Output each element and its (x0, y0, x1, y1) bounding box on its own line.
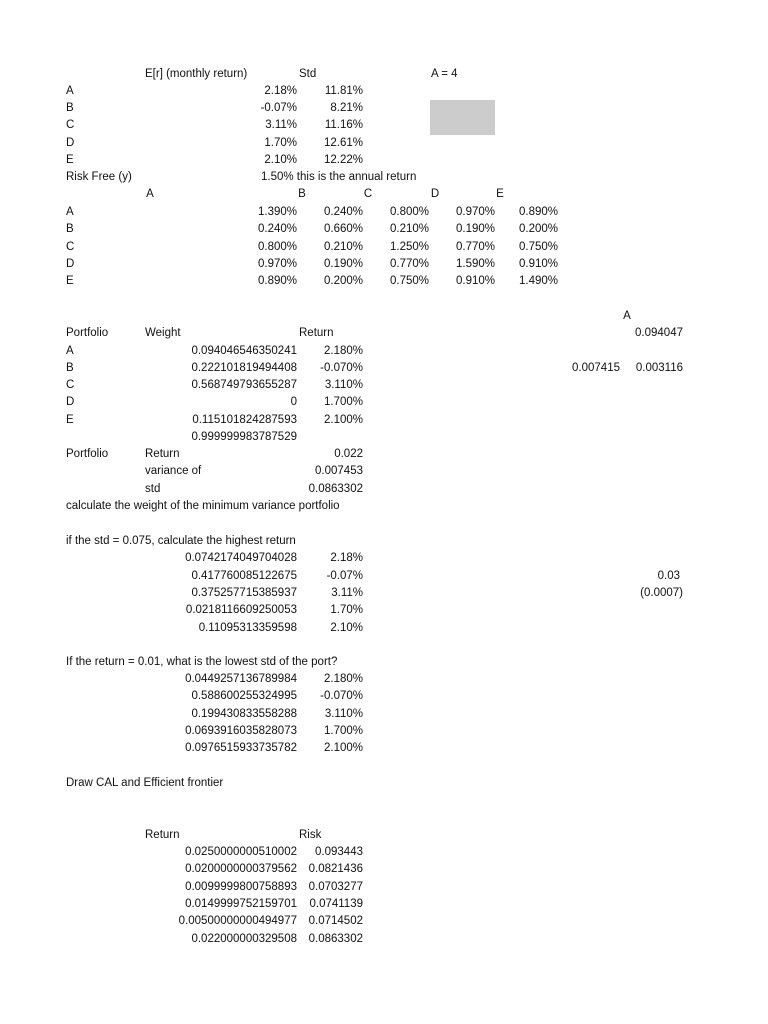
q1-weight: 0.0218116609250053 (185, 604, 297, 616)
frontier-return: 0.022000000329508 (191, 933, 297, 945)
side-pair-value: 0.003116 (635, 362, 683, 374)
side-value: (0.0007) (640, 587, 683, 599)
portfolio-variance-label: variance of (145, 465, 202, 477)
selected-cell-highlight[interactable] (430, 100, 495, 135)
portfolio-std-label: std (145, 483, 161, 495)
asset-std: 11.16% (324, 119, 363, 131)
cov-cell: 0.970% (455, 206, 495, 218)
task-text: calculate the weight of the minimum variance portfolio (66, 500, 340, 512)
cov-cell: 0.210% (389, 223, 429, 235)
frontier-return: 0.0099999800758893 (185, 881, 297, 893)
asset-er: 1.70% (264, 137, 297, 149)
cov-col-header: B (298, 188, 306, 200)
question-title: if the std = 0.075, calculate the highest return (66, 535, 296, 547)
weight-col-header: Weight (145, 327, 181, 339)
side-a-header: A (623, 310, 631, 322)
cov-cell: 0.910% (518, 258, 558, 270)
cov-row-label: A (66, 206, 74, 218)
side-a-value: 0.094047 (635, 327, 683, 339)
cov-cell: 1.590% (455, 258, 495, 270)
portfolio-weight: 0.222101819494408 (191, 362, 297, 374)
frontier-risk-header: Risk (299, 829, 322, 841)
asset-label: B (66, 102, 74, 114)
cov-cell: 0.660% (323, 223, 363, 235)
asset-er: 2.18% (264, 85, 297, 97)
weight-sum: 0.999999983787529 (191, 431, 297, 443)
cov-row-label: E (66, 275, 74, 287)
frontier-return: 0.0200000000379562 (185, 863, 297, 875)
frontier-risk: 0.0703277 (308, 881, 363, 893)
asset-er: 3.11% (265, 119, 297, 131)
frontier-risk: 0.093443 (315, 846, 363, 858)
portfolio-weight: 0.094046546350241 (191, 345, 297, 357)
q1-return: 2.10% (330, 622, 363, 634)
risk-free-label: Risk Free (y) (66, 171, 132, 183)
portfolio-return: -0.070% (320, 362, 363, 374)
asset-label: C (66, 119, 75, 131)
q1-weight: 0.375257715385937 (191, 587, 297, 599)
q2-return: 2.100% (323, 742, 363, 754)
er-header: E[r] (monthly return) (145, 68, 248, 80)
q1-weight: 0.417760085122675 (191, 570, 297, 582)
side-pair-value: 0.007415 (572, 362, 620, 374)
portfolio-weight: 0.115101824287593 (192, 414, 297, 426)
portfolio-std-value: 0.0863302 (308, 483, 363, 495)
cov-cell: 0.800% (389, 206, 429, 218)
portfolio-row-label: A (66, 345, 74, 357)
cov-cell: 0.200% (323, 275, 363, 287)
q2-return: 3.110% (324, 708, 363, 720)
asset-er: -0.07% (260, 102, 297, 114)
portfolio-variance-value: 0.007453 (315, 465, 363, 477)
cov-cell: 0.890% (257, 275, 297, 287)
q2-weight: 0.0449257136789984 (185, 673, 297, 685)
side-value: 0.03 (657, 570, 680, 582)
cov-cell: 0.190% (455, 223, 495, 235)
frontier-return: 0.00500000000494977 (178, 915, 297, 927)
cov-cell: 0.750% (389, 275, 429, 287)
q2-return: -0.070% (320, 690, 363, 702)
asset-label: D (66, 137, 75, 149)
cov-col-header: A (146, 188, 154, 200)
portfolio-return: 2.180% (323, 345, 363, 357)
cov-cell: 0.210% (323, 241, 363, 253)
portfolio-weight: 0 (290, 396, 297, 408)
q1-return: -0.07% (326, 570, 363, 582)
cov-row-label: D (66, 258, 75, 270)
asset-label: A (66, 85, 74, 97)
frontier-return: 0.0149999752159701 (185, 898, 297, 910)
cov-cell: 0.910% (455, 275, 495, 287)
q2-return: 2.180% (323, 673, 363, 685)
cov-cell: 0.240% (257, 223, 297, 235)
asset-std: 12.22% (323, 154, 363, 166)
portfolio-return-label: Return (145, 448, 180, 460)
portfolio-return: 2.100% (323, 414, 363, 426)
cov-cell: 1.390% (257, 206, 297, 218)
portfolio-return: 3.110% (324, 379, 363, 391)
cov-cell: 0.750% (518, 241, 558, 253)
risk-aversion-label: A = 4 (431, 68, 458, 80)
risk-free-value: 1.50% this is the annual return (261, 171, 417, 183)
q1-return: 3.11% (331, 587, 363, 599)
cov-row-label: B (66, 223, 74, 235)
cov-cell: 0.190% (323, 258, 363, 270)
return-col-header: Return (299, 327, 334, 339)
asset-er: 2.10% (264, 154, 297, 166)
cov-cell: 1.490% (518, 275, 558, 287)
cov-cell: 0.240% (323, 206, 363, 218)
asset-std: 12.61% (323, 137, 363, 149)
frontier-risk: 0.0821436 (308, 863, 363, 875)
question-title: If the return = 0.01, what is the lowest std of the port? (66, 656, 338, 668)
frontier-return: 0.0250000000510002 (185, 846, 297, 858)
cov-col-header: E (496, 188, 504, 200)
portfolio-weight: 0.568749793655287 (191, 379, 297, 391)
cov-col-header: D (430, 188, 440, 200)
cov-cell: 0.800% (257, 241, 297, 253)
portfolio-row-label: E (66, 414, 74, 426)
cov-cell: 1.250% (389, 241, 429, 253)
portfolio-row-label: D (66, 396, 75, 408)
cov-cell: 0.770% (389, 258, 429, 270)
std-header: Std (299, 68, 317, 80)
q2-weight: 0.0976515933735782 (185, 742, 297, 754)
cov-cell: 0.770% (455, 241, 495, 253)
q2-weight: 0.199430833558288 (191, 708, 297, 720)
cov-cell: 0.970% (257, 258, 297, 270)
frontier-title: Draw CAL and Efficient frontier (66, 777, 224, 789)
q2-return: 1.700% (323, 725, 363, 737)
cov-row-label: C (66, 241, 75, 253)
cov-cell: 0.890% (518, 206, 558, 218)
frontier-risk: 0.0741139 (309, 898, 363, 910)
q1-return: 1.70% (330, 604, 363, 616)
q2-weight: 0.0693916035828073 (185, 725, 297, 737)
cov-col-header: C (363, 188, 373, 200)
q2-weight: 0.588600255324995 (191, 690, 297, 702)
q1-weight: 0.11095313359598 (198, 622, 297, 634)
portfolio-stats-label: Portfolio (66, 448, 109, 460)
asset-label: E (66, 154, 74, 166)
frontier-risk: 0.0863302 (308, 933, 363, 945)
q1-weight: 0.0742174049704028 (185, 552, 297, 564)
portfolio-return: 1.700% (323, 396, 363, 408)
asset-std: 11.81% (324, 85, 363, 97)
portfolio-row-label: B (66, 362, 74, 374)
portfolio-col-header: Portfolio (66, 327, 109, 339)
asset-std: 8.21% (330, 102, 363, 114)
portfolio-return-value: 0.022 (334, 448, 363, 460)
cov-cell: 0.200% (518, 223, 558, 235)
frontier-return-header: Return (145, 829, 180, 841)
frontier-risk: 0.0714502 (308, 915, 363, 927)
q1-return: 2.18% (330, 552, 363, 564)
portfolio-row-label: C (66, 379, 75, 391)
